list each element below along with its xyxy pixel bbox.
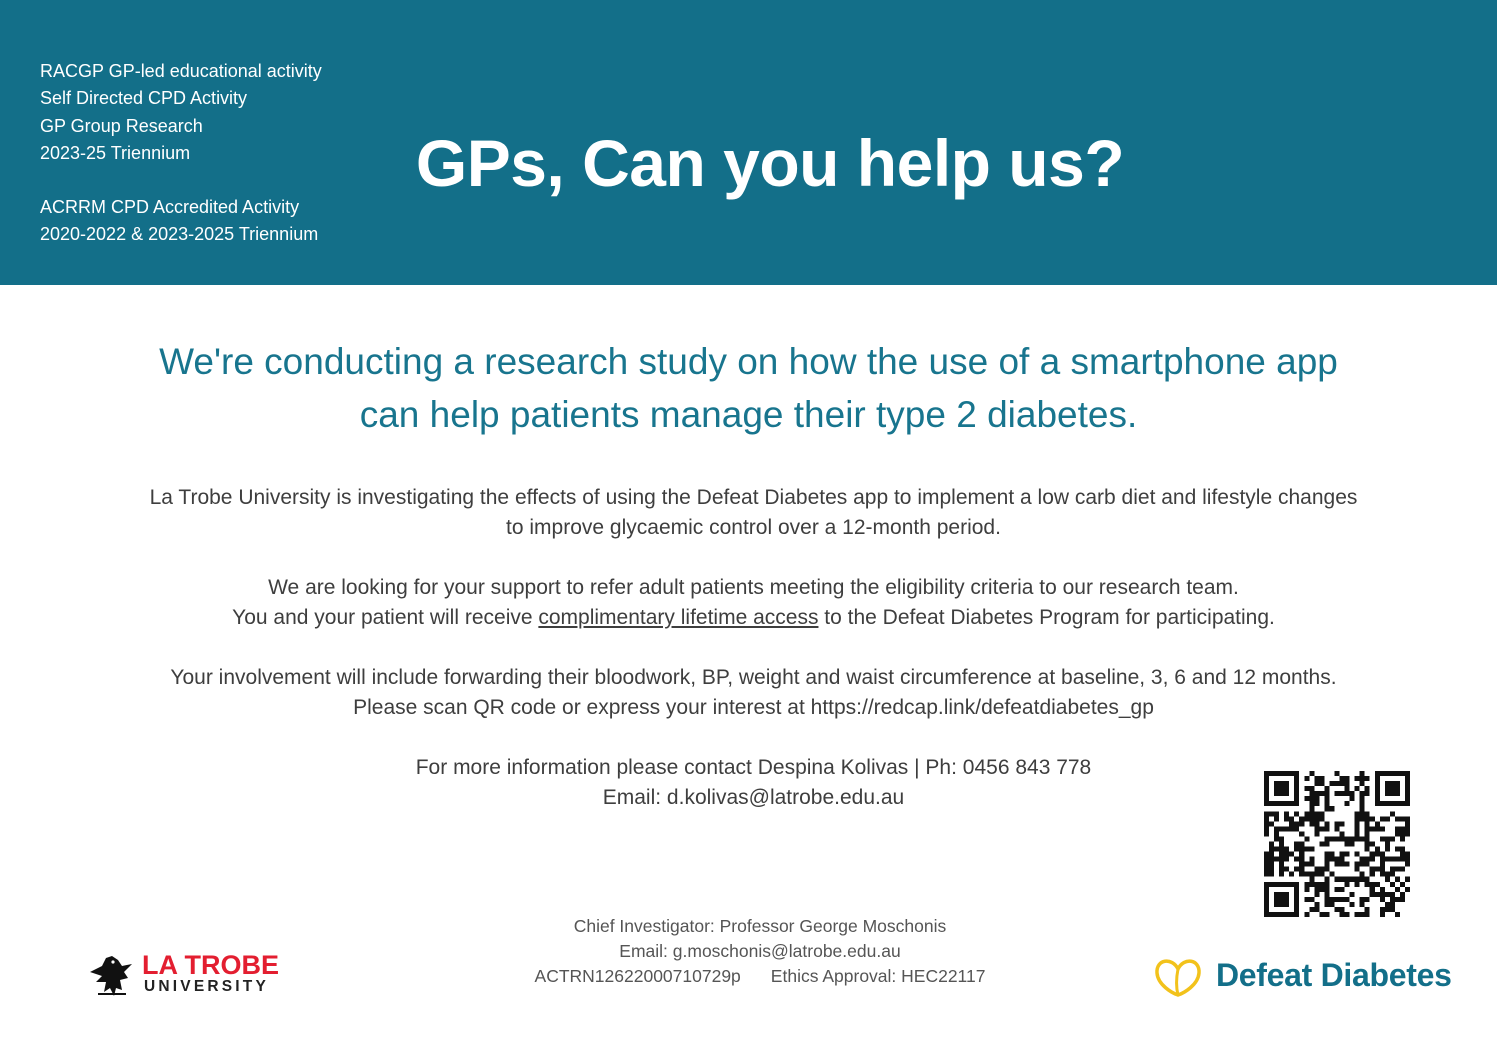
cpd-accreditation xyxy=(40,58,322,249)
study-credits xyxy=(460,914,1060,989)
intro-line: We're conducting a research study on how the use of a smartphone app xyxy=(159,341,1338,382)
la-trobe-subtitle: UNIVERSITY xyxy=(144,978,270,995)
body-line: Your involvement will include forwarding their bloodwork, BP, weight and waist circumference at baseline, 3, 6 and 12 months. xyxy=(170,666,1337,689)
contact-email: Email: d.kolivas@latrobe.edu.au xyxy=(602,786,905,809)
cpd-line: ACRRM CPD Accredited Activity xyxy=(40,197,300,218)
body-text xyxy=(40,483,1467,813)
defeat-diabetes-heart-icon xyxy=(1154,957,1202,997)
ethics-approval: Ethics Approval: HEC22117 xyxy=(770,966,986,986)
cpd-line: 2020-2022 & 2023-2025 Triennium xyxy=(40,224,319,245)
headline: GPs, Can you help us? xyxy=(415,126,1125,200)
defeat-diabetes-name: Defeat Diabetes xyxy=(1216,957,1452,993)
intro-heading xyxy=(40,335,1457,441)
intro-line: can help patients manage their type 2 diabetes. xyxy=(359,394,1138,435)
body-line: We are looking for your support to refer adult patients meeting the eligibility criteria to our research team. xyxy=(268,576,1239,599)
body-line: La Trobe University is investigating the effects of using the Defeat Diabetes app to implement a low carb diet and lifestyle changes xyxy=(149,486,1358,509)
header-banner xyxy=(0,0,1497,285)
la-trobe-eagle-icon xyxy=(88,952,136,998)
contact-line: For more information please contact Despina Kolivas | Ph: 0456 843 778 xyxy=(415,756,1092,779)
qr-code-icon[interactable] xyxy=(1264,771,1410,917)
body-line: Please scan QR code or express your interest at https://redcap.link/defeatdiabetes_gp xyxy=(353,696,1154,719)
lifetime-access-link[interactable]: complimentary lifetime access xyxy=(538,606,819,629)
body-line: to improve glycaemic control over a 12-month period. xyxy=(506,516,1001,539)
body-line xyxy=(40,603,1467,633)
trial-id: ACTRN12622000710729p xyxy=(534,966,741,986)
la-trobe-name: LA TROBE xyxy=(142,950,279,980)
cpd-line: GP Group Research xyxy=(40,115,203,136)
defeat-diabetes-logo xyxy=(1154,955,1454,999)
cpd-line: 2023-25 Triennium xyxy=(40,142,191,163)
investigator-email: Email: g.moschonis@latrobe.edu.au xyxy=(619,941,901,961)
body-text-segment: to the Defeat Diabetes Program for participating. xyxy=(818,606,1275,629)
cpd-line: Self Directed CPD Activity xyxy=(40,88,248,109)
cpd-line: RACGP GP-led educational activity xyxy=(40,61,322,81)
body-text-segment: You and your patient will receive xyxy=(232,606,539,629)
chief-investigator: Chief Investigator: Professor George Moschonis xyxy=(573,916,947,936)
trial-ethics-line xyxy=(460,964,1060,989)
la-trobe-logo xyxy=(88,950,288,1000)
